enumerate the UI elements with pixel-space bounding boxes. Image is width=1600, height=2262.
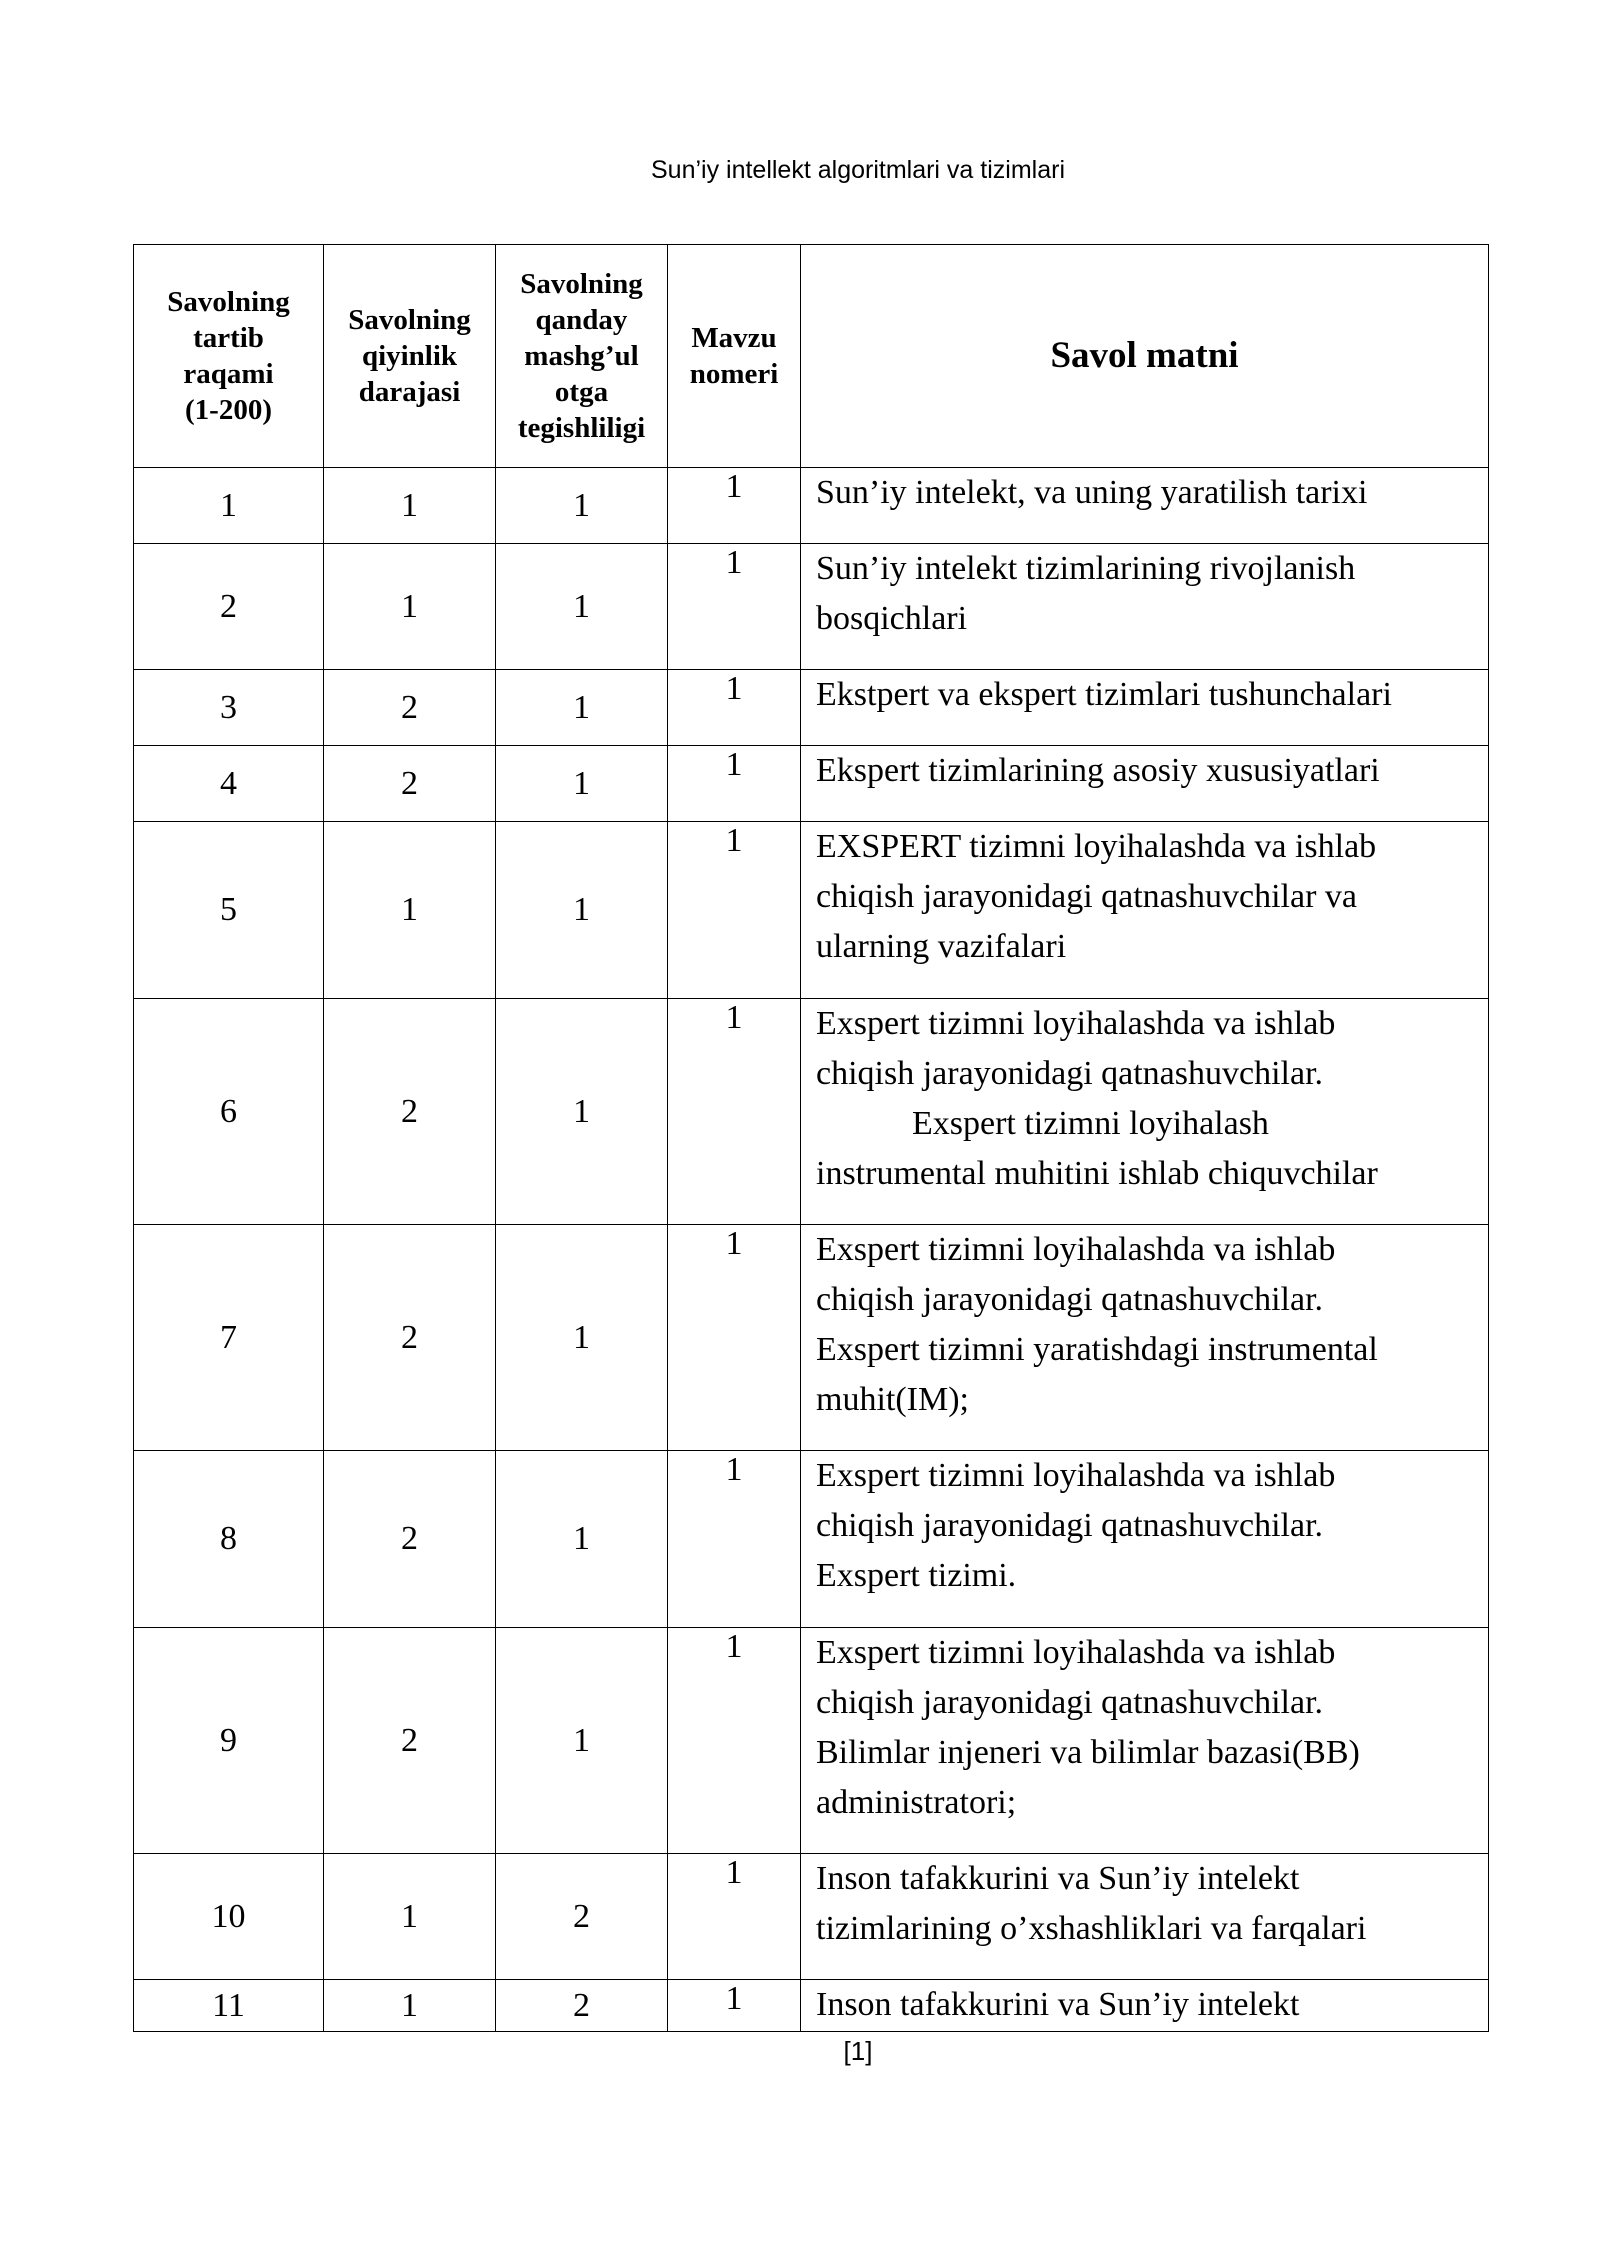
cell-topic — [668, 1854, 801, 1980]
column-header-session: Savolning qanday mashg’ul otga tegishliligi — [496, 245, 668, 468]
cell-number: 6 — [134, 999, 324, 1225]
cell-difficulty: 2 — [324, 670, 496, 746]
cell-question-text — [801, 999, 1489, 1225]
question-text-line: Ekstpert va ekspert tizimlari tushunchalari — [816, 676, 1392, 713]
table-row — [134, 1225, 1489, 1451]
question-text-line: instrumental muhitini ishlab chiquvchilar — [816, 1155, 1378, 1192]
cell-difficulty: 1 — [324, 1854, 496, 1980]
cell-question-text — [801, 468, 1489, 544]
cell-question-text — [801, 1628, 1489, 1854]
cell-topic — [668, 1451, 801, 1628]
questions-table — [133, 244, 1489, 2032]
cell-topic — [668, 999, 801, 1225]
cell-number: 9 — [134, 1628, 324, 1854]
cell-topic-value: 1 — [725, 1628, 743, 1665]
table-row — [134, 1854, 1489, 1980]
question-text-line: Sun’iy intelekt, va uning yaratilish tarixi — [816, 474, 1368, 511]
cell-topic-value: 1 — [725, 822, 743, 859]
question-text-line: Exspert tizimi. — [816, 1557, 1017, 1594]
cell-topic — [668, 468, 801, 544]
column-header-difficulty: Savolning qiyinlik darajasi — [324, 245, 496, 468]
table-row — [134, 1980, 1489, 2032]
question-text-line: Inson tafakkurini va Sun’iy intelekt — [816, 1860, 1300, 1897]
cell-number: 4 — [134, 746, 324, 822]
cell-topic — [668, 544, 801, 670]
cell-session: 1 — [496, 670, 668, 746]
cell-number: 10 — [134, 1854, 324, 1980]
cell-difficulty: 1 — [324, 468, 496, 544]
cell-topic — [668, 1980, 801, 2032]
cell-session: 1 — [496, 544, 668, 670]
question-text-line: Inson tafakkurini va Sun’iy intelekt — [816, 1986, 1300, 2023]
cell-topic — [668, 822, 801, 999]
cell-difficulty: 1 — [324, 544, 496, 670]
table-header-row — [134, 245, 1489, 468]
cell-question-text — [801, 746, 1489, 822]
cell-topic — [668, 746, 801, 822]
cell-number: 8 — [134, 1451, 324, 1628]
question-text-line: Exspert tizimni loyihalashda va ishlab — [816, 1634, 1336, 1671]
cell-question-text — [801, 1980, 1489, 2032]
question-text-line: chiqish jarayonidagi qatnashuvchilar va — [816, 878, 1357, 915]
cell-question-text — [801, 1225, 1489, 1451]
cell-number: 1 — [134, 468, 324, 544]
question-text-line: Exspert tizimni loyihalashda va ishlab — [816, 1005, 1336, 1042]
cell-topic — [668, 1225, 801, 1451]
cell-topic-value: 1 — [725, 746, 743, 783]
cell-session: 2 — [496, 1854, 668, 1980]
page-header: Sun’iy intellekt algoritmlari va tizimlari — [650, 156, 1065, 184]
table-row — [134, 1451, 1489, 1628]
cell-topic-value: 1 — [725, 999, 743, 1036]
question-text-line: chiqish jarayonidagi qatnashuvchilar. — [816, 1507, 1324, 1544]
cell-topic-value: 1 — [725, 1225, 743, 1262]
cell-question-text — [801, 822, 1489, 999]
cell-difficulty: 1 — [324, 1980, 496, 2032]
cell-session: 2 — [496, 1980, 668, 2032]
cell-difficulty: 2 — [324, 746, 496, 822]
cell-topic-value: 1 — [725, 1451, 743, 1488]
table-row — [134, 1628, 1489, 1854]
question-text-line: Sun’iy intelekt tizimlarining rivojlanish — [816, 550, 1356, 587]
cell-session: 1 — [496, 1628, 668, 1854]
cell-difficulty: 2 — [324, 1628, 496, 1854]
question-text-line: chiqish jarayonidagi qatnashuvchilar. — [816, 1684, 1324, 1721]
cell-number: 11 — [134, 1980, 324, 2032]
cell-number: 2 — [134, 544, 324, 670]
cell-topic-value: 1 — [725, 544, 743, 581]
cell-topic-value: 1 — [725, 1980, 743, 2017]
question-text-line: chiqish jarayonidagi qatnashuvchilar. — [816, 1281, 1324, 1318]
table-row — [134, 822, 1489, 999]
cell-session: 1 — [496, 999, 668, 1225]
cell-difficulty: 1 — [324, 822, 496, 999]
table-row — [134, 468, 1489, 544]
question-text-line: muhit(IM); — [816, 1381, 969, 1418]
cell-session: 1 — [496, 746, 668, 822]
question-text-line: tizimlarining o’xshashliklari va farqalari — [816, 1910, 1367, 1947]
cell-difficulty: 2 — [324, 999, 496, 1225]
cell-topic-value: 1 — [725, 1854, 743, 1891]
cell-question-text — [801, 670, 1489, 746]
question-text-line: Bilimlar injeneri va bilimlar bazasi(BB) — [816, 1734, 1360, 1771]
cell-session: 1 — [496, 468, 668, 544]
cell-session: 1 — [496, 1225, 668, 1451]
cell-number: 5 — [134, 822, 324, 999]
table-row — [134, 670, 1489, 746]
cell-topic — [668, 670, 801, 746]
cell-difficulty: 2 — [324, 1225, 496, 1451]
table-row — [134, 544, 1489, 670]
question-text-line: Exspert tizimni loyihalashda va ishlab — [816, 1457, 1336, 1494]
question-text-line: bosqichlari — [816, 600, 968, 637]
cell-session: 1 — [496, 1451, 668, 1628]
cell-question-text — [801, 1854, 1489, 1980]
question-text-line: Exspert tizimni loyihalashda va ishlab — [816, 1231, 1336, 1268]
column-header-number: Savolning tartib raqami (1-200) — [134, 245, 324, 468]
question-text-line: Exspert tizimni yaratishdagi instrumental — [816, 1331, 1378, 1368]
question-text-line: administratori; — [816, 1784, 1017, 1821]
page-number: [1] — [843, 2036, 873, 2066]
cell-topic — [668, 1628, 801, 1854]
cell-session: 1 — [496, 822, 668, 999]
table-row — [134, 999, 1489, 1225]
cell-question-text — [801, 544, 1489, 670]
cell-number: 3 — [134, 670, 324, 746]
question-text-line: chiqish jarayonidagi qatnashuvchilar. — [816, 1055, 1324, 1092]
cell-topic-value: 1 — [725, 670, 743, 707]
question-text-line: EXSPERT tizimni loyihalashda va ishlab — [816, 828, 1377, 865]
table-row — [134, 746, 1489, 822]
question-text-line: Ekspert tizimlarining asosiy xususiyatlari — [816, 752, 1380, 789]
question-text-line: Exspert tizimni loyihalash — [912, 1105, 1269, 1142]
cell-topic-value: 1 — [725, 468, 743, 505]
column-header-question-text: Savol matni — [801, 245, 1489, 468]
cell-question-text — [801, 1451, 1489, 1628]
cell-number: 7 — [134, 1225, 324, 1451]
question-text-line: ularning vazifalari — [816, 928, 1067, 965]
cell-difficulty: 2 — [324, 1451, 496, 1628]
column-header-topic: Mavzu nomeri — [668, 245, 801, 468]
